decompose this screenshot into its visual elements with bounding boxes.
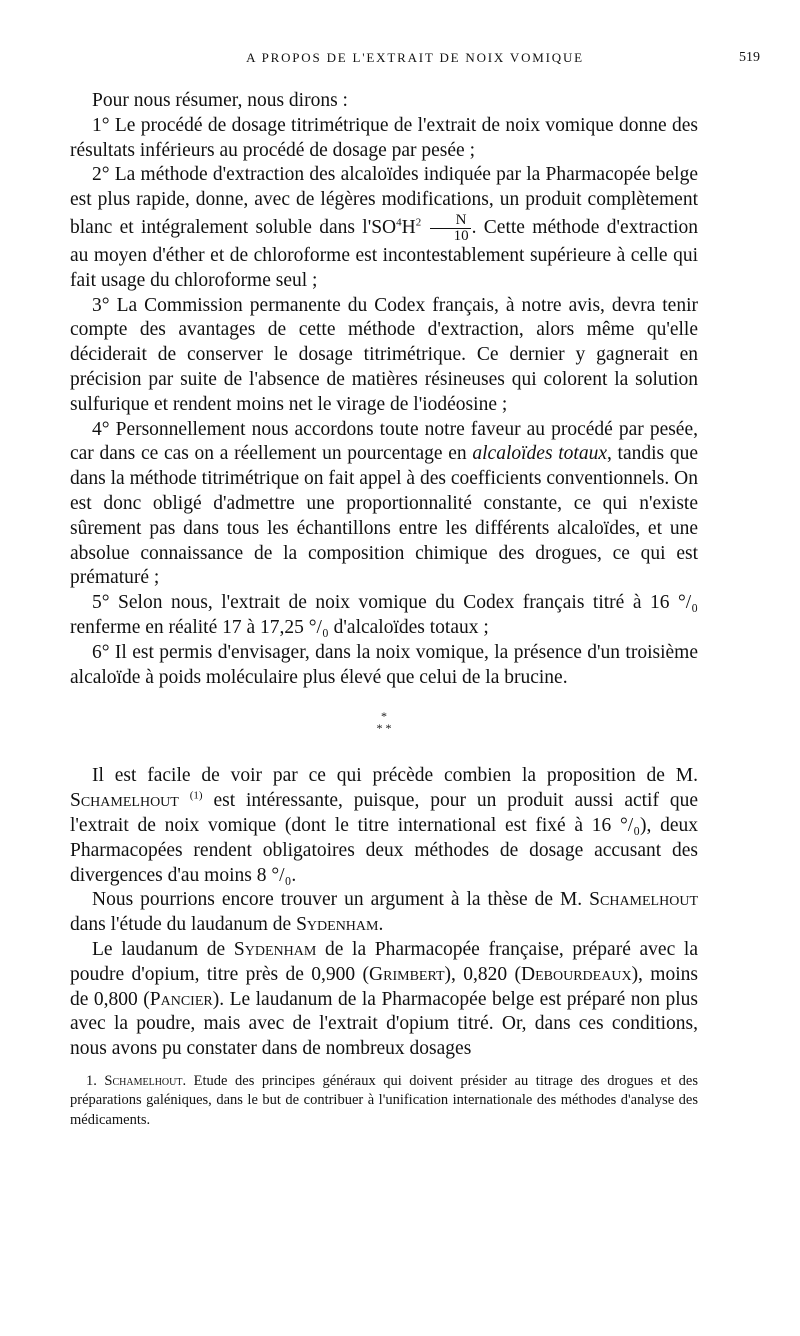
author-name: Debourdeaux: [521, 963, 632, 985]
footnote: [70, 1072, 698, 1131]
author-name: Sydenham: [296, 914, 379, 936]
discussion-paragraph-3: [70, 938, 698, 1062]
summary-section: [70, 89, 698, 690]
fraction-denominator: 10: [430, 228, 471, 244]
summary-point-3: 3° La Commission permanente du Codex français, à notre avis, devra tenir compte des avantages de cette méthode d'extraction, alors même qu'elle déciderait de conserver le dosage titrimétrique. Ce dernier y gagnerait en précision par suite de l'absence de matières résineuses qui colorent la solution sulfurique et rendent moins net le virage de l'iodéosine ;: [70, 294, 698, 415]
page-body: [70, 89, 698, 1130]
discussion-1-b: est intéressante, puisque, pour un produit aussi actif que l'extrait de noix vomique (dont le titre international est fixé à 16 °/₀), deux Pharmacopées rendent obligatoires deux méthodes de dosage accusant des divergences d'au moins 8 °/₀.: [70, 790, 699, 886]
point-2-end: . Cette méthode d'extraction au moyen d'éther et de chloroforme est incontestablement supérieure à celle qui fait usage du chloroforme seul ;: [70, 216, 698, 291]
discussion-2-a: Nous pourrions encore trouver un argument à la thèse de M.: [92, 889, 590, 911]
footnote-text: . Etude des principes généraux qui doivent présider au titrage des drogues et des préparations galéniques, dans le but de contribuer à l'unification internationale des méthodes d'analyse des médicaments.: [70, 1072, 698, 1128]
normality-fraction: [430, 213, 471, 244]
point-4-part-a: 4° Personnellement nous accordons toute notre faveur au procédé par pesée, car dans ce cas on a réellement un pourcentage en: [70, 418, 698, 465]
running-title: A PROPOS DE L'EXTRAIT DE NOIX VOMIQUE: [246, 50, 584, 65]
discussion-3-e: ). Le laudanum de la Pharmacopée belge est préparé non plus avec la poudre, mais avec de l'extrait d'opium titré. Or, dans ces conditions, nous avons pu constater dans de nombreux dosages: [70, 988, 698, 1060]
author-name: Sydenham: [233, 938, 317, 960]
summary-point-5: 5° Selon nous, l'extrait de noix vomique du Codex français titré à 16 °/₀ renferme en réalité 17 à 17,25 °/₀ d'alcaloïdes totaux ;: [70, 592, 698, 638]
point-2-mid: H: [401, 216, 416, 238]
running-header: [70, 50, 760, 72]
point-4-emphasis: alcaloïdes totaux: [472, 443, 607, 465]
summary-point-4: [70, 418, 698, 592]
footnote-ref: (1): [189, 789, 203, 802]
separator-top-star: *: [381, 709, 387, 724]
point-2-sup-1: 4: [396, 216, 402, 229]
fraction-numerator: N: [455, 211, 467, 228]
summary-point-6: 6° Il est permis d'envisager, dans la noix vomique, la présence d'un troisième alcaloïde à poids moléculaire plus élevé que celui de la brucine.: [70, 641, 698, 688]
point-2-text: 2° La méthode d'extraction des alcaloïdes indiquée par la Pharmacopée belge est plus rapide, donne, avec de légères modifications, un produit complètement blanc et intégralement soluble dans l'SO: [70, 164, 698, 238]
separator-bottom-stars: * *: [376, 721, 392, 736]
summary-intro: Pour nous résumer, nous dirons :: [92, 90, 348, 111]
point-4-part-b: , tandis que dans la méthode titrimétrique on fait appel à des coefficients conventionnels. On est donc obligé d'admettre une proportionnalité constante, ce qui n'existe sûrement pas dans tous les échantillons entre les différents alcaloïdes, et une absolue connaissance de la composition chimique des drogues, ce qui est prématuré ;: [70, 443, 698, 589]
discussion-2-b: dans l'étude du laudanum de: [70, 914, 297, 936]
discussion-3-b: de la Pharmacopée française, préparé avec la poudre d'opium, titre près de 0,900 (: [70, 938, 698, 985]
discussion-section: [70, 764, 698, 1062]
discussion-3-a: Le laudanum de: [92, 938, 234, 960]
footnote-number: 1.: [86, 1072, 97, 1089]
discussion-3-d: ), moins de 0,800 (: [70, 963, 698, 1010]
discussion-paragraph-2: [70, 888, 698, 938]
discussion-3-c: ), 0,820 (: [444, 963, 522, 985]
author-name: Pancier: [149, 988, 213, 1010]
author-name: Grimbert: [369, 963, 445, 985]
discussion-paragraph-1: [70, 764, 698, 888]
section-separator: [70, 710, 698, 734]
point-2-sup-2: 2: [415, 216, 422, 229]
discussion-2-c: .: [378, 914, 384, 936]
footnote-author: Schamelhout: [104, 1072, 183, 1089]
author-name: Schamelhout: [70, 790, 179, 812]
discussion-1-a: Il est facile de voir par ce qui précède combien la proposition de M.: [92, 765, 698, 787]
page-number: 519: [739, 50, 760, 65]
author-name: Schamelhout: [589, 889, 698, 911]
summary-point-1: 1° Le procédé de dosage titrimétrique de l'extrait de noix vomique donne des résultats inférieurs au procédé de dosage par pesée ;: [70, 114, 698, 161]
summary-point-2: [70, 163, 698, 293]
